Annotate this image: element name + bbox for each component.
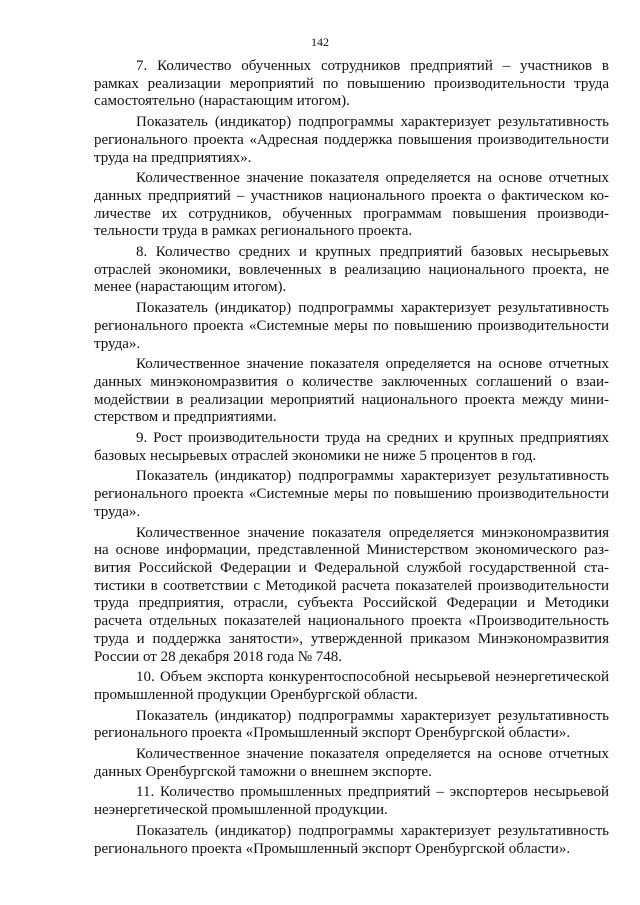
page-number: 142 xyxy=(311,35,329,49)
paragraph-indicator-10: Показатель (индикатор) подпрограммы характеризует результативность регионального проекта «Промышленный экспорт Оренбургской области». xyxy=(94,707,609,742)
paragraph-value-7: Количественное значение показателя определяется на основе отчетных данных предприятий – участников национального проекта о фактическом количестве их сотрудников, обученных программам повышения производительности труда в рамках регионального проекта. xyxy=(94,170,609,240)
paragraph-value-9: Количественное значение показателя определяется минэкономразвития на основе информации, представленной Министерством экономического развития Российской Федерации и Федеральной службой государственной статистики в соответствии с Методикой расчета показателей производительности труда предприятия, отрасли, субъекта Российской Федерации и Методики расчета отдельных показателей национального проекта «Производительность труда и поддержка занятости», утвержденной приказом Минэкономразвития России от 28 декабря 2018 года № 748. xyxy=(94,524,609,665)
paragraph-indicator-9: Показатель (индикатор) подпрограммы характеризует результативность регионального проекта «Системные меры по повышению производительности труда». xyxy=(94,468,609,520)
document-body xyxy=(94,58,609,858)
paragraph-value-8: Количественное значение показателя определяется на основе отчетных данных минэкономразвития о количестве заключенных соглашений о взаимодействии в реализации мероприятий национального проекта между министерством и предприятиями. xyxy=(94,356,609,426)
paragraph-indicator-7: Показатель (индикатор) подпрограммы характеризует результативность регионального проекта «Адресная поддержка повышения производительности труда на предприятиях». xyxy=(94,114,609,166)
paragraph-indicator-11: Показатель (индикатор) подпрограммы характеризует результативность регионального проекта «Промышленный экспорт Оренбургской области». xyxy=(94,822,609,857)
paragraph-item-10: 10. Объем экспорта конкурентоспособной несырьевой неэнергетической промышленной продукции Оренбургской области. xyxy=(94,669,609,703)
paragraph-item-11: 11. Количество промышленных предприятий – экспортеров несырьевой неэнергетической промышленной продукции. xyxy=(94,784,609,819)
paragraph-indicator-8: Показатель (индикатор) подпрограммы характеризует результативность регионального проекта «Системные меры по повышению производительности труда». xyxy=(94,300,609,352)
paragraph-value-10: Количественное значение показателя определяется на основе отчетных данных Оренбургской таможни о внешнем экспорте. xyxy=(94,746,609,780)
paragraph-item-7: 7. Количество обученных сотрудников предприятий – участников в рамках реализации мероприятий по повышению производительности труда самостоятельно (нарастающим итогом). xyxy=(94,58,609,110)
paragraph-item-9: 9. Рост производительности труда на средних и крупных предприятиях базовых несырьевых отраслей экономики не ниже 5 процентов в год. xyxy=(94,430,609,464)
paragraph-item-8: 8. Количество средних и крупных предприятий базовых несырьевых отраслей экономики, вовлеченных в реализацию национального проекта, не менее (нарастающим итогом). xyxy=(94,244,609,296)
